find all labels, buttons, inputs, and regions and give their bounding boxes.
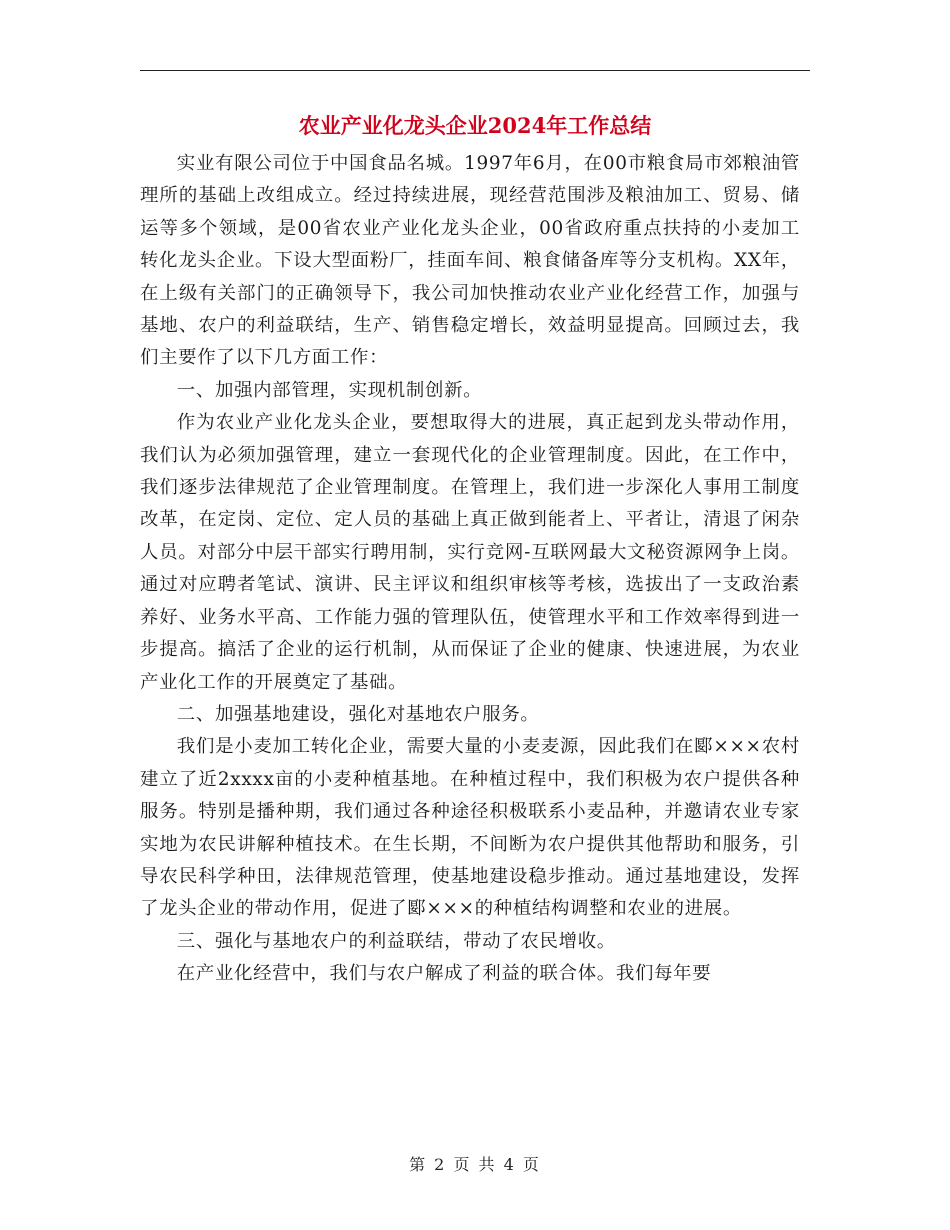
section-heading-1: 一、加强内部管理，实现机制创新。	[176, 379, 483, 401]
body-paragraph-2: 我们是小麦加工转化企业，需要大量的小麦麦源，因此我们在郾×××农村建立了近2xxxx亩的小麦种植基地。在种植过程中，我们积极为农户提供各种服务。特别是播种期，我们通过各种途径积极联系小麦品种，并邀请农业专家实地为农民讲解种植技术。在生长期，不间断为农户提供其他帮助和服务，引导农民科学种田，法律规范管理，使基地建设稳步推动。通过基地建设，发挥了龙头企业的带动作用，促进了郾×××的种植结构调整和农业的进展。	[140, 736, 800, 920]
section-heading-3: 三、强化与基地农户的利益联结，带动了农民增收。	[176, 930, 616, 952]
body-paragraph-intro: 实业有限公司位于中国食品名城。1997年6月，在00市粮食局市郊粮油管理所的基础上改组成立。经过持续进展，现经营范围涉及粮油加工、贸易、储运等多个领域，是00省农业产业化龙头企业，00省政府重点扶持的小麦加工转化龙头企业。下设大型面粉厂，挂面车间、粮食储备库等分支机构。XX年，在上级有关部门的正确领导下，我公司加快推动农业产业化经营工作，加强与基地、农户的利益联结，生产、销售稳定增长，效益明显提高。回顾过去，我们主要作了以下几方面工作：	[140, 153, 800, 369]
document-title: 农业产业化龙头企业2024年工作总结	[298, 113, 652, 138]
header-rule	[140, 70, 810, 71]
body-paragraph-1: 作为农业产业化龙头企业，要想取得大的进展，真正起到龙头带动作用，我们认为必须加强管理，建立一套现代化的企业管理制度。因此，在工作中，我们逐步法律规范了企业管理制度。在管理上，我们进一步深化人事用工制度改革，在定岗、定位、定人员的基础上真正做到能者上、平者让，清退了闲杂人员。对部分中层干部实行聘用制，实行竞网-互联网最大文秘资源网争上岗。通过对应聘者笔试、演讲、民主评议和组织审核等考核，选拔出了一支政治素养好、业务水平高、工作能力强的管理队伍，使管理水平和工作效率得到进一步提高。搞活了企业的运行机制，从而保证了企业的健康、快速进展，为农业产业化工作的开展奠定了基础。	[140, 412, 800, 693]
section-heading-2: 二、加强基地建设，强化对基地农户服务。	[176, 703, 540, 725]
page-number-footer: 第 2 页 共 4 页	[409, 1155, 541, 1174]
document-body	[140, 148, 800, 991]
body-paragraph-3: 在产业化经营中，我们与农户解成了利益的联合体。我们每年要	[176, 963, 712, 985]
